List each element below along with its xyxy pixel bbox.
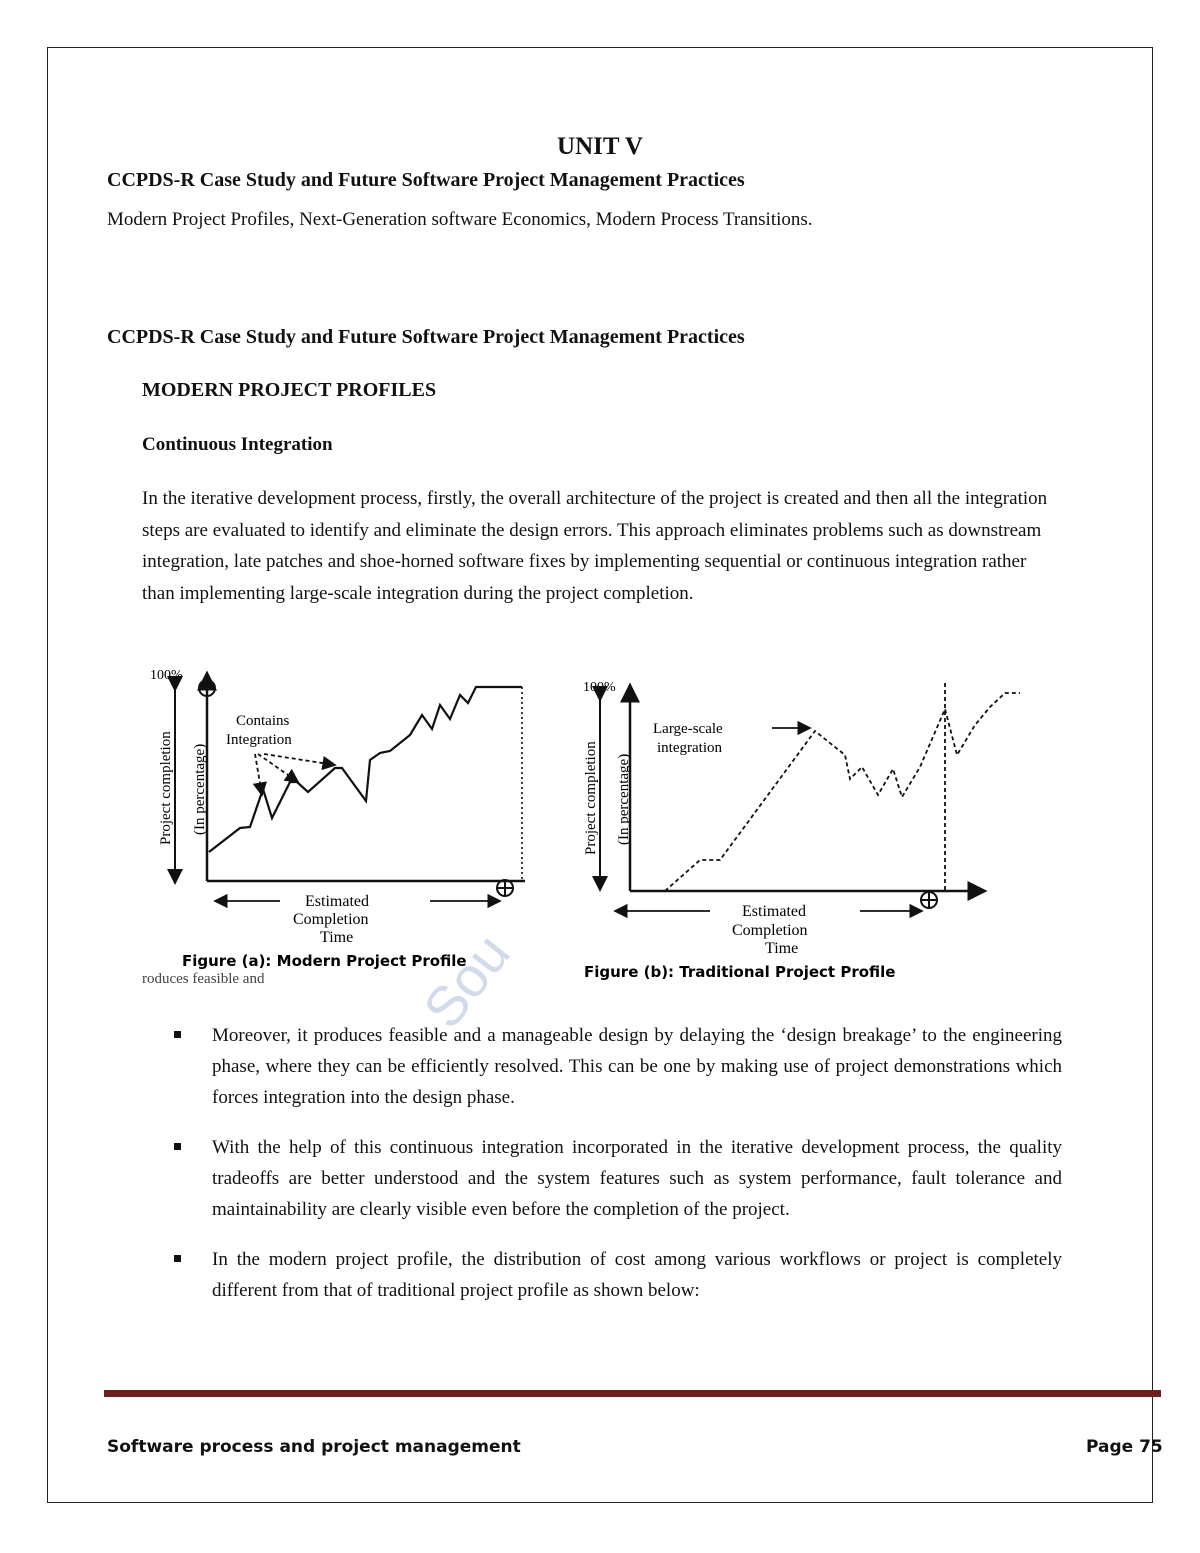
- figure-b-y-label-1: Project completion: [583, 741, 599, 855]
- figure-a-modern-profile: [142, 668, 525, 985]
- figure-a-annotation-2: Integration: [226, 732, 292, 748]
- list-item-text: With the help of this continuous integration incorporated in the iterative development process, the quality tradeoffs are better understood and the system features such as system performance, fault tolerance and maintainability are clearly visible even before the completion of the project.: [212, 1137, 1062, 1220]
- figure-b-traditional-profile: [583, 680, 1020, 981]
- figure-b-y-top: 100%: [583, 680, 616, 695]
- watermark: Sou: [410, 922, 522, 1040]
- figure-b-annotation-2: integration: [657, 740, 722, 756]
- modern-project-profiles-heading: MODERN PROJECT PROFILES: [142, 379, 437, 401]
- list-item: [172, 1132, 1062, 1225]
- figure-b-x-label-3: Time: [765, 940, 799, 957]
- intro-paragraph: In the iterative development process, firstly, the overall architecture of the project is created and then all the integration steps are evaluated to identify and eliminate the design errors. This approach eliminates problems such as downstream integration, late patches and shoe-horned software fixes by implementing sequential or continuous integration rather than implementing large-scale integration during the project completion.: [142, 488, 1048, 604]
- unit-subtitle: CCPDS-R Case Study and Future Software Project Management Practices: [107, 169, 745, 191]
- unit-topics: Modern Project Profiles, Next-Generation software Economics, Modern Process Transitions.: [107, 209, 813, 230]
- figure-b-x-label-2: Completion: [732, 922, 808, 939]
- figure-a-y-label-2: (In percentage): [192, 743, 208, 835]
- bullet-square-icon: [174, 1255, 181, 1262]
- figure-a-x-label-2: Completion: [293, 911, 369, 928]
- list-item-text: Moreover, it produces feasible and a manageable design by delaying the ‘design breakage’ to the engineering phase, where they can be efficiently resolved. This can be one by making use of project demonstrations which forces integration into the design phase.: [212, 1025, 1062, 1108]
- figure-a-annotation-1: Contains: [236, 713, 290, 729]
- footer-page-number: Page 75: [1086, 1437, 1163, 1457]
- bullet-square-icon: [174, 1031, 181, 1038]
- bullet-square-icon: [174, 1143, 181, 1150]
- figure-a-profile-line: [209, 687, 522, 852]
- bullet-list: [172, 1020, 1062, 1325]
- list-item: [172, 1020, 1062, 1113]
- figure-b-x-label-1: Estimated: [742, 903, 806, 920]
- figure-a-y-top: 100%: [150, 668, 183, 683]
- figure-b-annotation-1: Large-scale: [653, 721, 723, 737]
- figure-a-caption: Figure (a): Modern Project Profile: [182, 952, 467, 970]
- figure-b-y-label-2: (In percentage): [616, 753, 632, 845]
- figure-a-bleed-text: roduces feasible and: [142, 971, 265, 985]
- figure-a-x-label-1: Estimated: [305, 893, 369, 910]
- figure-b-caption: Figure (b): Traditional Project Profile: [584, 963, 896, 981]
- list-item: [172, 1244, 1062, 1306]
- footer-rule: [104, 1390, 1161, 1397]
- figure-a-x-label-3: Time: [320, 929, 354, 946]
- unit-title: UNIT V: [557, 133, 643, 160]
- section-heading: CCPDS-R Case Study and Future Software Project Management Practices: [107, 326, 745, 348]
- figures: [140, 655, 1070, 985]
- figure-a-y-label-1: Project completion: [158, 731, 174, 845]
- continuous-integration-heading: Continuous Integration: [142, 434, 333, 455]
- list-item-text: In the modern project profile, the distribution of cost among various workflows or project is completely different from that of traditional project profile as shown below:: [212, 1249, 1062, 1301]
- footer-course-title: Software process and project management: [107, 1437, 521, 1457]
